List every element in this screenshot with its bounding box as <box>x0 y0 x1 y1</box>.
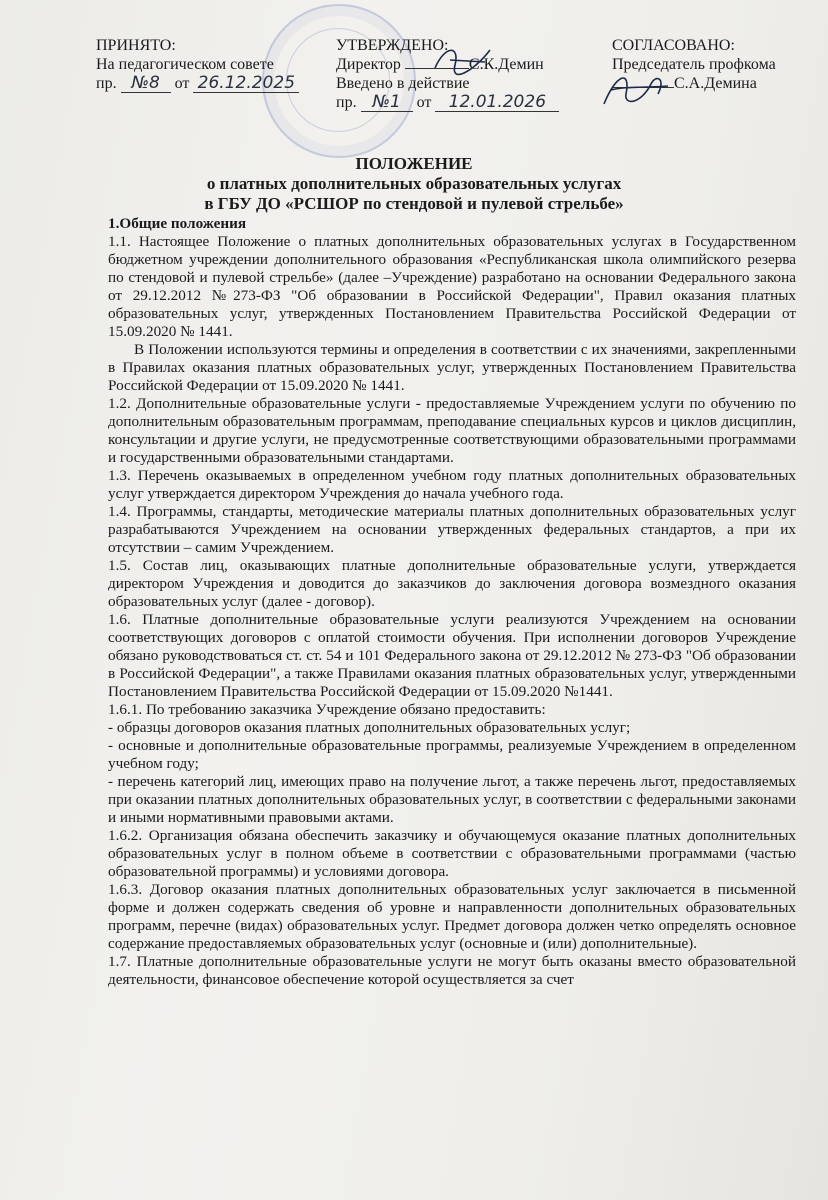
paragraph: - перечень категорий лиц, имеющих право на получение льгот, а также перечень льгот, предоставляемых при оказании платных дополнительных образовательных услуг, в соответствии с федеральными законами и иными нормативными правовыми актами. <box>108 773 796 826</box>
approved-title: УТВЕРЖДЕНО: <box>336 37 449 54</box>
document-body <box>108 215 796 989</box>
union-chair-signature <box>596 64 676 112</box>
accepted-date: 26.12.2025 <box>193 75 299 93</box>
approved-protocol: пр. №1 от 12.01.2026 <box>336 93 559 112</box>
agreed-title: СОГЛАСОВАНО: <box>612 37 735 54</box>
approved-effective: Введено в действие <box>336 75 470 92</box>
accepted-council: На педагогическом совете <box>96 56 274 73</box>
director-name: С.К.Демин <box>468 56 544 73</box>
paragraph: - основные и дополнительные образовательные программы, реализуемые Учреждением в определенном учебном году; <box>108 737 796 772</box>
doc-subtitle-2: в ГБУ ДО «РСШОР по стендовой и пулевой стрельбе» <box>204 194 624 213</box>
agreed-name: С.А.Демина <box>674 75 757 92</box>
agreed-role: Председатель профкома <box>612 56 776 73</box>
header-accepted <box>96 36 299 93</box>
paragraph: 1.6.1. По требованию заказчика Учреждение обязано предоставить: <box>108 701 546 718</box>
paragraph: 1.6.2. Организация обязана обеспечить заказчику и обучающемуся оказание платных дополнительных образовательных услуг в полном объеме в соответствии с образовательными программами (частью образовательной программы) и условиями договора. <box>108 827 796 880</box>
paragraph: 1.1. Настоящее Положение о платных дополнительных образовательных услугах в Государственном бюджетном учреждении дополнительного образования «Республиканская школа олимпийского резерва по стендовой и пулевой стрельбе» (далее –Учреждение) разработано на основании Федерального закона от 29.12.2012 №273-ФЗ "Об образовании в Российской Федерации", Правил оказания платных образовательных услуг, утвержденных Постановлением Правительства Российской Федерации от 15.09.2020 № 1441. <box>108 233 796 340</box>
section-heading: 1.Общие положения <box>108 215 247 232</box>
approved-director: Директор С.К.Демин <box>336 56 544 73</box>
paragraph: 1.4. Программы, стандарты, методические материалы платных дополнительных образовательных услуг разрабатываются Учреждением на основании утвержденных федеральных стандартов, а при их отсутствии – самим Учреждением. <box>108 503 796 556</box>
accepted-protocol: пр. №8 от 26.12.2025 <box>96 74 299 93</box>
paragraph: 1.7. Платные дополнительные образовательные услуги не могут быть оказаны вместо образовательной деятельности, финансовое обеспечение которой осуществляется за счет <box>108 953 796 988</box>
accepted-title: ПРИНЯТО: <box>96 37 176 54</box>
paragraph: - образцы договоров оказания платных дополнительных образовательных услуг; <box>108 719 631 736</box>
paragraph: 1.2. Дополнительные образовательные услуги - предоставляемые Учреждением услуги по обучению по дополнительным образовательным программам, преподавание специальных курсов и циклов дисциплин, консультации и другие услуги, не предусмотренные соответствующими образовательными программами и государственными образовательными стандартами. <box>108 395 796 466</box>
paragraph: 1.3. Перечень оказываемых в определенном учебном году платных дополнительных образовательных услуг утверждается директором Учреждения до начала учебного года. <box>108 467 796 502</box>
paragraph: 1.5. Состав лиц, оказывающих платные дополнительные образовательные услуги, утверждается директором Учреждения и доводится до заказчиков до заключения договора возмездного оказания образовательных услуг (далее - договор). <box>108 557 796 610</box>
approved-date: 12.01.2026 <box>435 94 559 112</box>
paragraph: 1.6. Платные дополнительные образовательные услуги реализуются Учреждением на основании соответствующих договоров с оплатой стоимости обучения. При исполнении договоров Учреждение обязано руководствоваться ст. ст. 54 и 101 Федерального закона от 29.12.2012 № 273-ФЗ "Об образовании в Российской Федерации", а также Правилами оказания платных образовательных услуг, утвержденными Постановлением Правительства Российской Федерации от 15.09.2020 №1441. <box>108 611 796 700</box>
accepted-number: №8 <box>121 75 171 93</box>
doc-title: ПОЛОЖЕНИЕ <box>355 154 473 173</box>
doc-subtitle-1: о платных дополнительных образовательных услугах <box>206 174 622 193</box>
paragraph: В Положении используются термины и определения в соответствии с их значениями, закрепленными в Правилах оказания платных образовательных услуг, утвержденных Постановлением Правительства Российской Федерации от 15.09.2020 № 1441. <box>108 341 796 394</box>
director-signature <box>430 40 500 80</box>
approved-number: №1 <box>361 94 413 112</box>
paragraph: 1.6.3. Договор оказания платных дополнительных образовательных услуг заключается в письменной форме и должен содержать сведения об уровне и направленности дополнительных образовательных программ, перечне (видах) образовательных услуг. Предмет договора должен четко определять основное содержание предоставляемых образовательных услуг (основные и (или) дополнительные). <box>108 881 796 952</box>
